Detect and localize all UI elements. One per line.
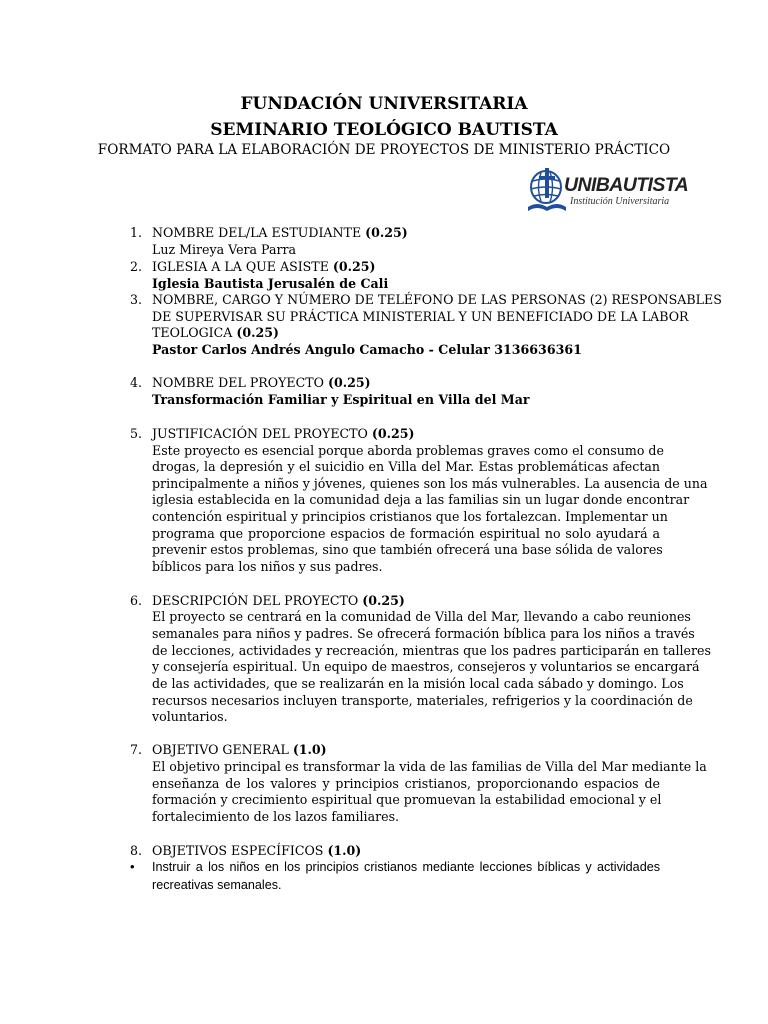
item-score: (0.25) [332, 259, 376, 274]
item-score: (0.25) [362, 593, 405, 608]
paragraph-text: fortalecimiento de los lazos familiares. [152, 809, 400, 824]
project-name: Transformación Familiar y Espiritual en Villa del Mar [152, 392, 530, 407]
item-number: 7. [130, 742, 143, 757]
item-label: OBJETIVOS ESPECÍFICOS [152, 843, 328, 858]
paragraph-text: enseñanza de los valores y principios cristianos, proporcionando espacios de [152, 776, 660, 791]
item-label: NOMBRE DEL/LA ESTUDIANTE [152, 225, 366, 240]
item-score: (1.0) [292, 742, 327, 757]
paragraph-text: semanales para niños y padres. Se ofrecerá formación bíblica para los niños a través [152, 626, 695, 641]
item-label: NOMBRE DEL PROYECTO [152, 375, 328, 390]
paragraph-text: drogas, la depresión y el suicidio en Villa del Mar. Estas problemáticas afectan [152, 459, 660, 474]
bullet-icon: • [130, 859, 135, 874]
item-score: (0.25) [327, 375, 371, 390]
bullet-text: recreativas semanales. [152, 878, 282, 892]
item-label: OBJETIVO GENERAL [152, 742, 293, 757]
student-name: Luz Mireya Vera Parra [152, 242, 297, 257]
item-number: 6. [130, 593, 143, 608]
institution-title: FUNDACIÓN UNIVERSITARIA [240, 94, 528, 114]
item-number: 4. [130, 375, 143, 390]
item-number: 8. [130, 843, 143, 858]
paragraph-text: El objetivo principal es transformar la vida de las familias de Villa del Mar mediante la [152, 759, 707, 774]
paragraph-text: principalmente a niños y jóvenes, quienes son los más vulnerables. La ausencia de una [152, 476, 708, 491]
seminary-title: SEMINARIO TEOLÓGICO BAUTISTA [210, 120, 558, 140]
paragraph-text: formación y crecimiento espiritual que promuevan la estabilidad emocional y el [152, 792, 662, 807]
item-label: IGLESIA A LA QUE ASISTE [152, 259, 333, 274]
item-number: 2. [130, 259, 143, 274]
paragraph-text: El proyecto se centrará en la comunidad de Villa del Mar, llevando a cabo reuniones [152, 609, 691, 624]
logo-wordmark: UNIBAUTISTA [564, 174, 689, 196]
item-score: (0.25) [365, 225, 408, 240]
unibautista-logo [526, 165, 689, 215]
item-label: JUSTIFICACIÓN DEL PROYECTO [152, 426, 372, 441]
paragraph-text: prevenir estos problemas, sino que también ofrecerá una base sólida de valores [152, 542, 663, 557]
paragraph-text: contención espiritual y principios cristianos que los fortalezcan. Implementar un [152, 509, 668, 524]
paragraph-text: programa que proporcione espacios de formación espiritual no solo ayudará a [152, 526, 660, 541]
item-score: (1.0) [327, 843, 362, 858]
paragraph-text: de lecciones, actividades y recreación, mientras que los padres participarán en talleres [152, 643, 711, 658]
church-name: Iglesia Bautista Jerusalén de Cali [152, 276, 389, 291]
paragraph-text: voluntarios. [152, 709, 228, 724]
item-label: TEOLOGICA [152, 325, 237, 340]
supervisor-contact: Pastor Carlos Andrés Angulo Camacho - Celular 3136636361 [152, 342, 582, 357]
logo-tagline: Institución Universitaria [570, 196, 670, 207]
item-label: DE SUPERVISAR SU PRÁCTICA MINISTERIAL Y UN BENEFICIADO DE LA LABOR [152, 309, 689, 324]
item-number: 3. [130, 292, 143, 307]
paragraph-text: bíblicos para los niños y sus padres. [152, 559, 383, 574]
item-number: 5. [130, 426, 143, 441]
paragraph-text: y consejería espiritual. Un equipo de maestros, consejeros y voluntarios se encargará [152, 659, 700, 674]
paragraph-text: recursos necesarios incluyen transporte, materiales, refrigerios y la coordinación de [152, 693, 693, 708]
item-score: (0.25) [236, 325, 279, 340]
paragraph-text: iglesia establecida en la comunidad deja a las familias sin un lugar donde encontrar [152, 492, 690, 507]
item-number: 1. [130, 225, 143, 240]
bullet-text: Instruir a los niños en los principios cristianos mediante lecciones bíblicas y actividades [152, 860, 660, 874]
paragraph-text: de las actividades, que se realizarán en la misión local cada sábado y domingo. Los [152, 676, 684, 691]
item-score: (0.25) [371, 426, 415, 441]
item-label: NOMBRE, CARGO Y NÚMERO DE TELÉFONO DE LAS PERSONAS (2) RESPONSABLES [152, 292, 722, 307]
paragraph-text: Este proyecto es esencial porque aborda problemas graves como el consumo de [152, 443, 664, 458]
item-label: DESCRIPCIÓN DEL PROYECTO [152, 593, 363, 608]
format-subtitle: FORMATO PARA LA ELABORACIÓN DE PROYECTOS DE MINISTERIO PRÁCTICO [97, 142, 671, 158]
